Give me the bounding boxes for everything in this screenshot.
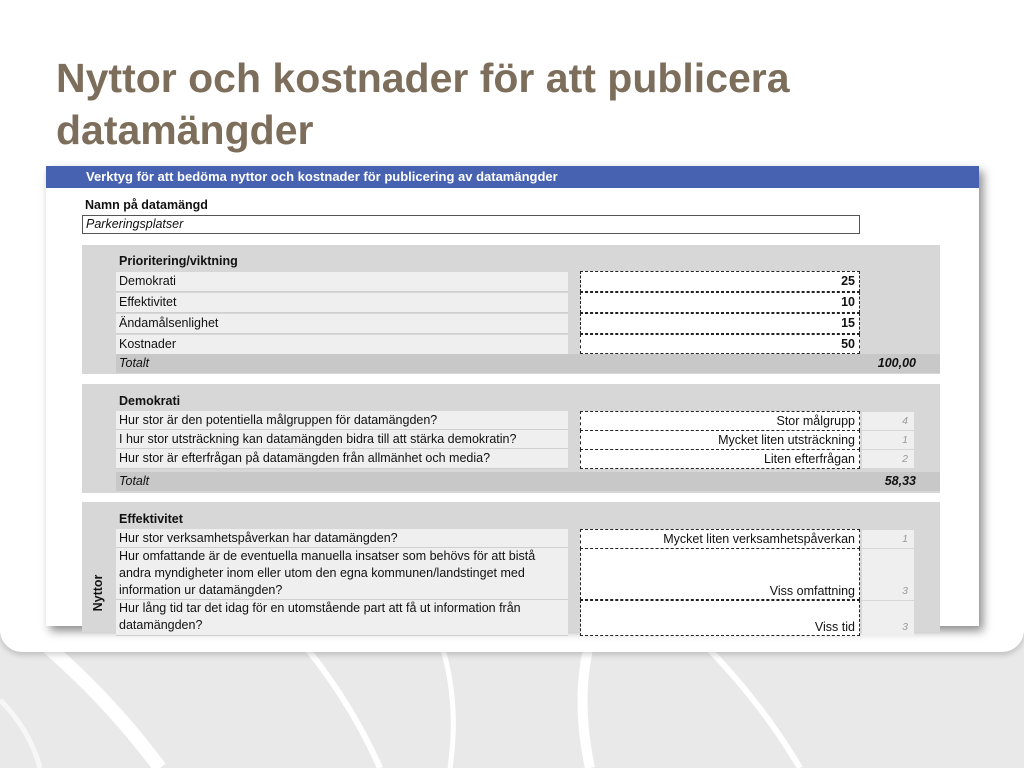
priority-row-label: Demokrati (116, 272, 568, 292)
efficiency-question: Hur omfattande är de eventuella manuella insatser som behövs för att bistå andra myndigheter inom eller utom den egna kommunen/landstinget med information ur datamängden? (116, 548, 568, 600)
democracy-total-label: Totalt (116, 472, 940, 491)
priority-weight-input[interactable]: 15 (580, 313, 860, 334)
democracy-question: I hur stor utsträckning kan datamängden bidra till att stärka demokratin? (116, 430, 568, 449)
democracy-answer-select[interactable]: Stor målgrupp (580, 411, 860, 431)
efficiency-answer-select[interactable]: Viss tid (580, 600, 860, 636)
democracy-total-value: 58,33 (884, 474, 916, 488)
priority-weight-input[interactable]: 10 (580, 292, 860, 313)
benefits-side-label: Nyttor (91, 574, 105, 612)
tool-screenshot (46, 166, 979, 634)
democracy-answer-select[interactable]: Mycket liten utsträckning (580, 430, 860, 450)
democracy-score: 4 (862, 412, 914, 430)
efficiency-score: 3 (862, 601, 914, 636)
priority-weight-input[interactable]: 50 (580, 334, 860, 354)
efficiency-score: 3 (862, 549, 914, 600)
efficiency-section-title: Effektivitet (119, 512, 183, 526)
efficiency-question: Hur lång tid tar det idag för en utomstående part att få ut information från datamängden? (116, 600, 568, 636)
priority-row-label: Kostnader (116, 335, 568, 355)
priority-total-label: Totalt (116, 354, 940, 373)
efficiency-question: Hur stor verksamhetspåverkan har datamängden? (116, 529, 568, 548)
priority-row-label: Effektivitet (116, 293, 568, 313)
priority-weight-input[interactable]: 25 (580, 271, 860, 292)
slide-title: Nyttor och kostnader för att publicera datamängder (56, 55, 790, 153)
priority-total-value: 100,00 (877, 356, 916, 370)
tool-header-bar: Verktyg för att bedöma nyttor och kostnader för publicering av datamängder (46, 166, 979, 188)
dataset-name-label: Namn på datamängd (85, 198, 208, 212)
democracy-section-title: Demokrati (119, 394, 181, 408)
democracy-question: Hur stor är den potentiella målgruppen för datamängden? (116, 411, 568, 430)
efficiency-answer-select[interactable]: Viss omfattning (580, 548, 860, 600)
democracy-question: Hur stor är efterfrågan på datamängden från allmänhet och media? (116, 449, 568, 469)
democracy-score: 2 (862, 450, 914, 468)
democracy-score: 1 (862, 431, 914, 449)
priority-row-label: Ändamålsenlighet (116, 314, 568, 334)
efficiency-score: 1 (862, 530, 914, 548)
democracy-answer-select[interactable]: Liten efterfrågan (580, 449, 860, 469)
dataset-name-field[interactable]: Parkeringsplatser (82, 215, 860, 234)
priority-section-title: Prioritering/viktning (119, 254, 238, 268)
efficiency-answer-select[interactable]: Mycket liten verksamhetspåverkan (580, 529, 860, 549)
